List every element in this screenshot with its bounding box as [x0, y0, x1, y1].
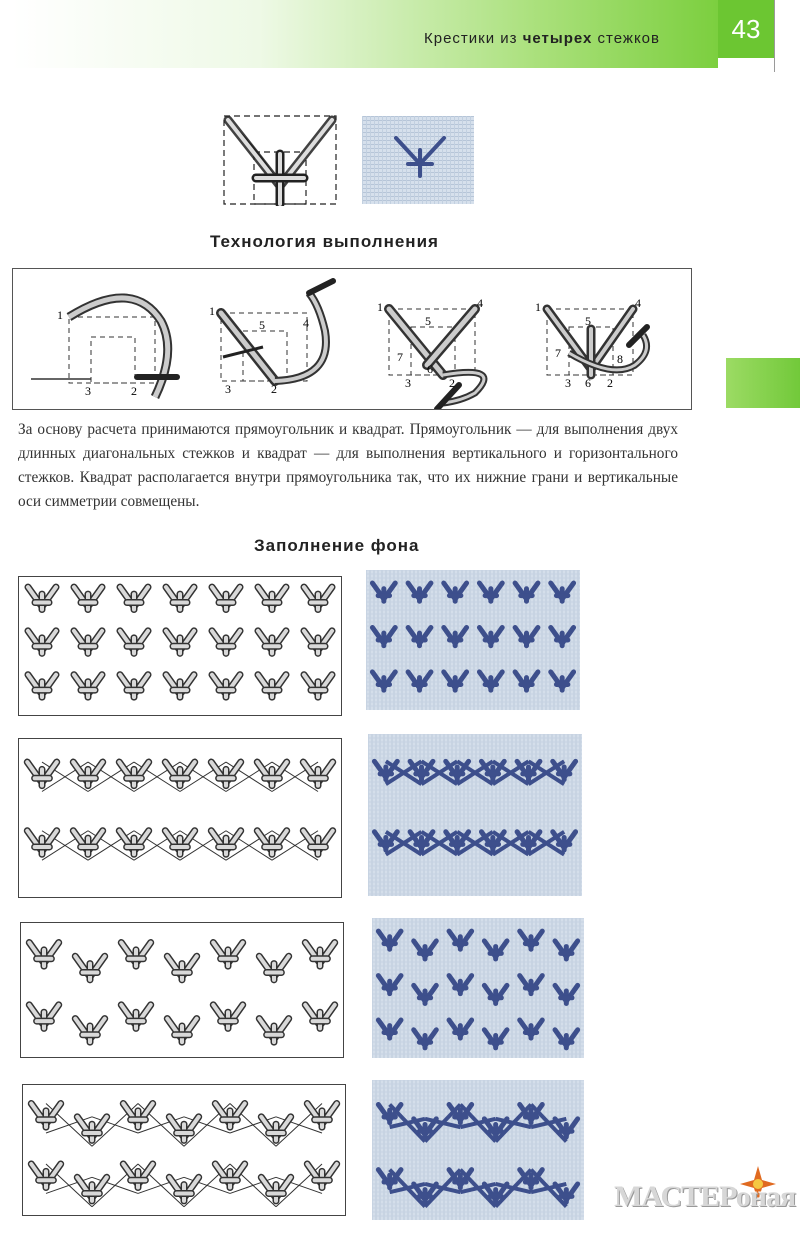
- step-4-label-5: 5: [585, 314, 591, 328]
- pattern-diagram-4: [22, 1084, 346, 1216]
- pattern-photo-2: [368, 734, 582, 896]
- step-4-label-1: 1: [535, 300, 541, 314]
- step-4-diagram: [535, 296, 647, 390]
- pattern-photo-1: [366, 570, 580, 710]
- side-tab: [726, 358, 800, 408]
- step-3-label-7: 7: [397, 350, 403, 364]
- logo-text: МАСТЕРоная: [614, 1180, 796, 1213]
- step-1-label-3: 3: [85, 384, 91, 398]
- technique-title: Технология выполнения: [210, 232, 439, 251]
- stitch-photo-top: [362, 116, 474, 204]
- step-4-label-4: 4: [635, 296, 641, 310]
- step-1-label-1: 1: [57, 308, 63, 322]
- page-number-box: [718, 0, 774, 58]
- pattern-diagram-1: [18, 576, 342, 716]
- step-3-label-2: 2: [449, 376, 455, 390]
- step-4-label-6: 6: [585, 376, 591, 390]
- margin-rule: [774, 0, 775, 72]
- step-3-label-6: 6: [427, 362, 433, 376]
- step-4-label-3: 3: [565, 376, 571, 390]
- chapter-title: Крестики из четырех стежков: [423, 30, 660, 47]
- step-3-label-5: 5: [425, 314, 431, 328]
- pattern-photo-3: [372, 918, 584, 1058]
- step-2-label-3: 3: [225, 382, 231, 396]
- step-3-label-3: 3: [405, 376, 411, 390]
- step-2-diagram: [209, 281, 333, 396]
- step-4-label-8: 8: [617, 352, 623, 366]
- step-2-label-2: 2: [271, 382, 277, 396]
- step-3-label-1: 1: [377, 300, 383, 314]
- step-2-label-1: 1: [209, 304, 215, 318]
- pattern-diagram-2: [18, 738, 342, 898]
- description-text: За основу расчета принимаются прямоугольник и квадрат. Прямоугольник — для выполнения двух длинных диагональных стежков и квадрат — для выполнения вертикального и горизонтального стежков. Квадрат располагается внутри прямоугольника так, что их нижние грани и вертикальные оси симметрии совмещены.: [18, 421, 678, 510]
- step-4-label-2: 2: [607, 376, 613, 390]
- technique-steps: [12, 268, 692, 410]
- step-3-diagram: [377, 296, 484, 409]
- step-2-label-4: 4: [303, 316, 309, 330]
- step-4-label-7: 7: [555, 346, 561, 360]
- pattern-diagram-3: [20, 922, 344, 1058]
- page-number: 43: [731, 14, 761, 44]
- step-2-label-5: 5: [259, 318, 265, 332]
- stitch-diagram-top: [222, 114, 338, 206]
- pattern-photo-4: [372, 1080, 584, 1220]
- step-1-diagram: [31, 298, 177, 398]
- step-3-label-4: 4: [477, 296, 483, 310]
- step-1-label-2: 2: [131, 384, 137, 398]
- fill-title: Заполнение фона: [254, 536, 420, 555]
